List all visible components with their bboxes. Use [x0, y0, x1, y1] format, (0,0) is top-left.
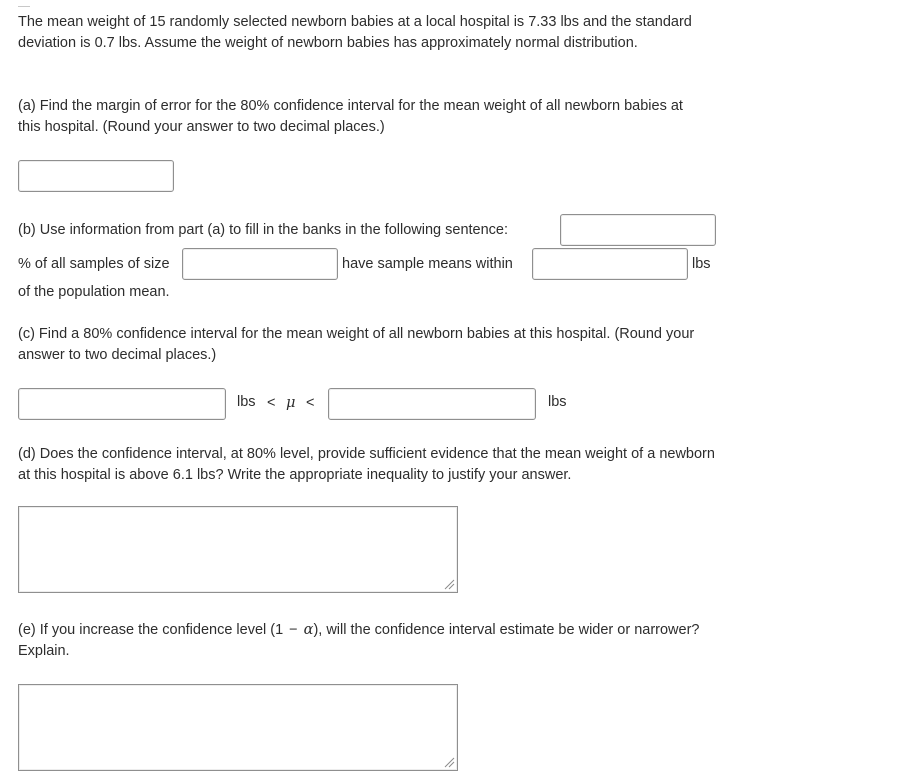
less-than-symbol-1: <: [267, 395, 276, 411]
part-b-text-have-means: have sample means within: [342, 256, 513, 272]
part-c-question: (c) Find a 80% confidence interval for the mean weight of all newborn babies at this hospital. (Round your answer to two decimal places.): [18, 326, 695, 363]
part-c-upper-bound-input[interactable]: [328, 388, 536, 420]
part-d-answer-textarea[interactable]: [18, 506, 458, 593]
part-a-question: (a) Find the margin of error for the 80% confidence interval for the mean weight of all newborn babies at this hospital. (Round your answer to two decimal places.): [18, 98, 683, 135]
part-b-margin-input[interactable]: [532, 248, 688, 280]
resize-handle-icon[interactable]: [443, 578, 455, 590]
mu-symbol: μ: [286, 395, 296, 411]
part-d-question: (d) Does the confidence interval, at 80% level, provide sufficient evidence that the mean weight of a newborn at this hospital is above 6.1 lbs? Write the appropriate inequality to justify your answer.: [18, 446, 715, 483]
part-b-question: (b) Use information from part (a) to fill in the banks in the following sentence:: [18, 222, 509, 238]
part-b-text-tail: of the population mean.: [18, 284, 170, 300]
part-b-text-percent-samples: % of all samples of size: [18, 256, 170, 272]
top-divider: [18, 6, 30, 7]
minus-symbol: −: [289, 622, 298, 638]
part-b-sample-size-input[interactable]: [182, 248, 338, 280]
part-e-question-end: ), will the confidence interval estimate be wider or narrower? Explain.: [18, 622, 700, 659]
problem-statement: The mean weight of 15 randomly selected newborn babies at a local hospital is 7.33 lbs and the standard deviation is 0.7 lbs. Assume the weight of newborn babies has approximately normal distribution.: [18, 14, 692, 51]
less-than-symbol-2: <: [306, 395, 315, 411]
part-c-upper-unit-label: lbs: [548, 394, 567, 410]
part-e-question: [18, 620, 718, 662]
part-a-margin-of-error-input[interactable]: [18, 160, 174, 192]
part-b-unit-label: lbs: [692, 256, 711, 272]
resize-handle-icon[interactable]: [443, 756, 455, 768]
alpha-symbol: α: [303, 622, 314, 638]
part-c-lower-unit-label: lbs: [237, 394, 256, 410]
part-b-percent-input[interactable]: [560, 214, 716, 246]
part-e-question-start: (e) If you increase the confidence level (1: [18, 622, 284, 638]
part-c-lower-bound-input[interactable]: [18, 388, 226, 420]
part-e-answer-textarea[interactable]: [18, 684, 458, 771]
